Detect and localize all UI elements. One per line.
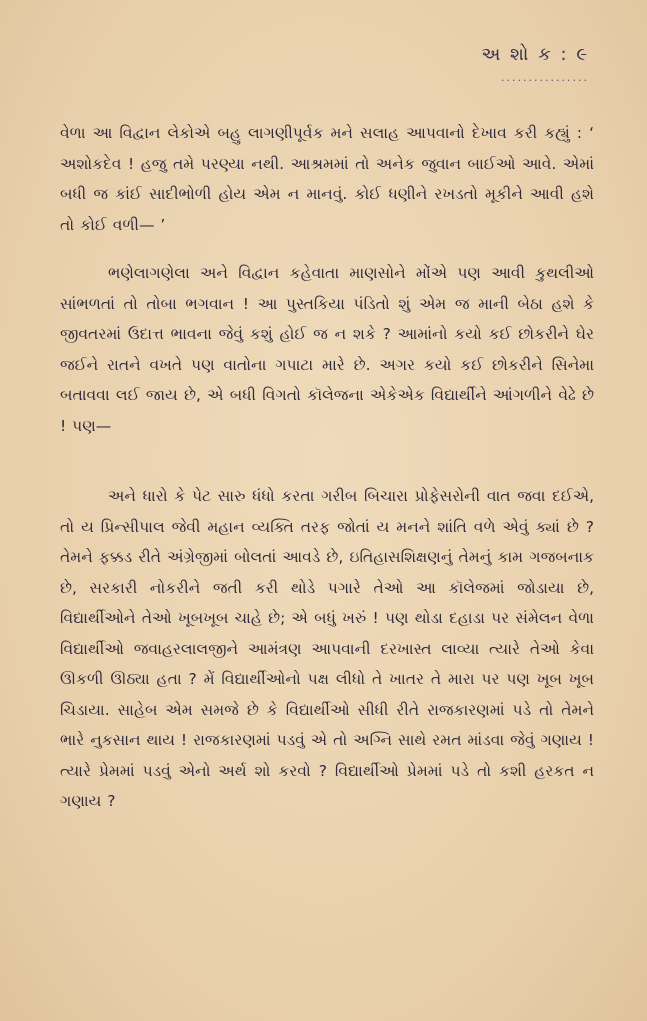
dotted-rule: ................ bbox=[501, 71, 589, 84]
body-text bbox=[60, 118, 594, 817]
paragraph-1: વેળા આ વિદ્વાન લેકોએ બહુ લાગણીપૂર્વક મને સલાહ આપવાનો દેખાવ કરી કહ્યું : ‘ અશોકદેવ ! હજુ તમે પરણ્યા નથી. આશ્રમમાં તો અનેક જુવાન બાઈઓ આવે. એમાં બધી જ કાંઈ સાદીભોળી હોય એમ ન માનવું. કોઈ ધણીને રખડતો મૂકીને આવી હશે તો કોઈ વળી— ’ bbox=[60, 124, 594, 234]
page-header bbox=[481, 44, 589, 84]
paragraph-2: ભણેલાગણેલા અને વિદ્વાન કહેવાતા માણસોને મોંએ પણ આવી કુથલીઓ સાંભળતાં તો તોબા ભગવાન ! આ પુસ્તકિયા પંડિતો શું એમ જ માની બેઠા હશે કે જીવતરમાં ઉદાત્ત ભાવના જેવું કશું હોઈ જ ન શકે ? આમાંનો કયો કઈ છોકરીને ઘેર જઈને રાતને વખતે પણ વાતોના ગપાટા મારે છે. અગર કયો કઈ છોકરીને સિનેમા બતાવવા લઈ જાય છે, એ બધી વિગતો કૉલેજના એકેએક વિદ્યાર્થીને આંગળીને વેઢે છે ! પણ— bbox=[60, 264, 594, 435]
running-title: અ શો ક : ૯ bbox=[481, 44, 589, 65]
paragraph-3: અને ધારો કે પેટ સારુ ધંધો કરતા ગરીબ બિચારા પ્રોફેસરોની વાત જવા દઈએ, તો ય પ્રિન્સીપાલ જેવી મહાન વ્યક્તિ તરફ જોતાં ય મનને શાંતિ વળે એવું ક્યાં છે ? તેમને ફક્કડ રીતે અંગ્રેજીમાં બોલતાં આવડે છે, ઇતિહાસશિક્ષણનું તેમનું કામ ગજબનાક છે, સરકારી નોકરીને જતી કરી થોડે પગારે તેઓ આ કૉલેજમાં જોડાયા છે, વિદ્યાર્થીઓને તેઓ ખૂબખૂબ ચાહે છે; એ બધું ખરું ! પણ થોડા દહાડા પર સંમેલન વેળા વિદ્યાર્થીઓ જવાહરલાલજીને આમંત્રણ આપવાની દરખાસ્ત લાવ્યા ત્યારે તેઓ કેવા ઊકળી ઊઠ્યા હતા ? મેં વિદ્યાર્થીઓનો પક્ષ લીધો તે ખાતર તે મારા પર પણ ખૂબ ખૂબ ચિડાયા. સાહેબ એમ સમજે છે કે વિદ્યાર્થીઓ સીધી રીતે રાજકારણમાં પડે તો તેમને ભારે નુકસાન થાય ! રાજકારણમાં પડવું એ તો અગ્નિ સાથે રમત માંડવા જેવું ગણાય ! ત્યારે પ્રેમમાં પડવું એનો અર્થ શો કરવો ? વિદ્યાર્થીઓ પ્રેમમાં પડે તો કશી હરકત ન ગણાય ? bbox=[60, 487, 594, 810]
